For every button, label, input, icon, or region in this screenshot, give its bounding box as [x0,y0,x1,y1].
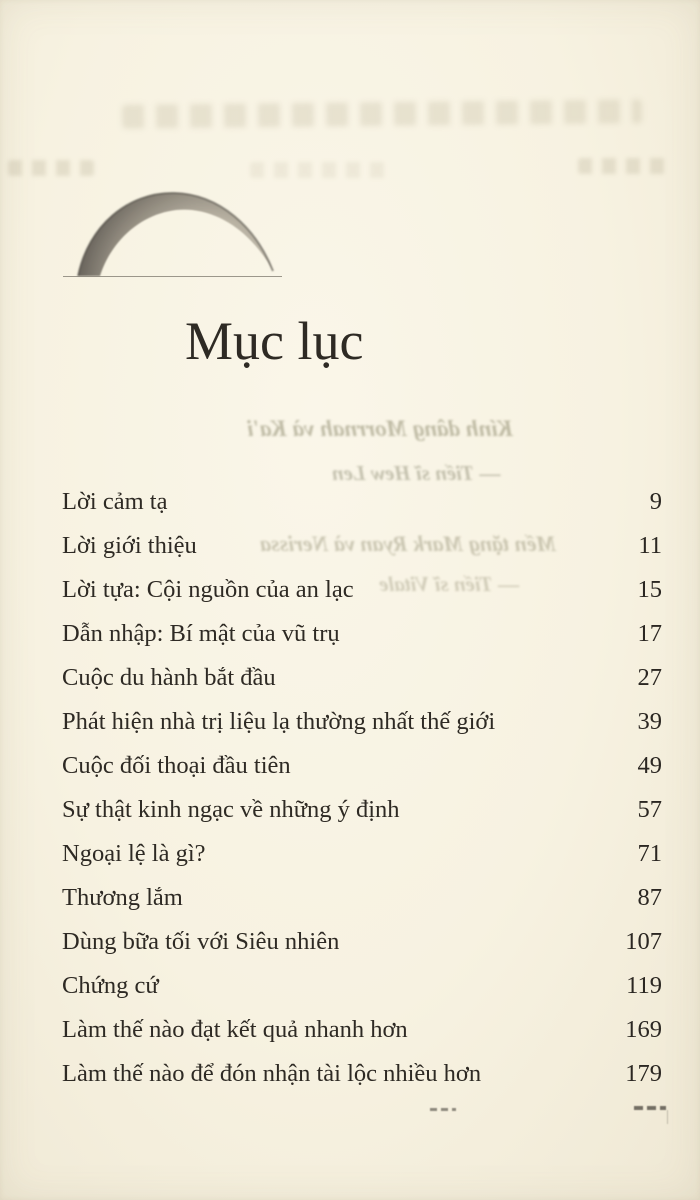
toc-entry-label: Cuộc đối thoại đầu tiên [62,752,291,779]
toc-entry-page: 87 [637,884,662,911]
toc-entry-page: 11 [638,532,662,559]
toc-entry [62,524,662,568]
toc-entry-label: Lời giới thiệu [62,532,197,559]
toc-entry-label: Chứng cứ [62,972,159,999]
bleedthrough-dedication2-line2: — Tiến sĩ Vitale [379,572,519,596]
toc-entry-label: Phát hiện nhà trị liệu lạ thường nhất thế giới [62,708,496,735]
page-title: Mục lục [185,311,364,371]
toc-entry [62,876,662,920]
toc-entry-label: Dùng bữa tối với Siêu nhiên [62,928,340,955]
toc-entry-page: 57 [637,796,662,823]
toc-entry [62,832,662,876]
toc-entry [62,920,662,964]
toc-entry-page: 119 [626,972,662,999]
toc-entry-page: 169 [625,1016,662,1043]
cut-off-text-mark [430,1108,456,1111]
toc-entry-page: 179 [625,1060,662,1087]
toc-entry-label: Sự thật kinh ngạc về những ý định [62,796,400,823]
toc-entry-label: Dẫn nhập: Bí mật của vũ trụ [62,620,340,647]
toc-entry [62,964,662,1008]
toc-entry [62,744,662,788]
cut-off-text-mark [667,1110,668,1124]
toc-entry [62,700,662,744]
bleedthrough-title-ghost [122,99,642,128]
bleedthrough-dedication1-line2: — Tiến sĩ Hew Len [331,461,501,485]
toc-entry-label: Lời cảm tạ [62,488,168,515]
toc-entry [62,656,662,700]
toc-entry-label: Lời tựa: Cội nguồn của an lạc [62,576,354,603]
toc-entry [62,788,662,832]
bleedthrough-dedication1-line1: Kính dâng Morrnah và Ka'i [247,416,513,441]
crescent-arc-icon [60,186,285,282]
bleedthrough-fragment-right [578,158,666,174]
bleedthrough-fragment-left [8,160,94,176]
toc-entry-page: 17 [637,620,662,647]
toc-entry-label: Làm thế nào để đón nhận tài lộc nhiều hơn [62,1060,482,1087]
toc-entry-page: 107 [625,928,662,955]
toc-entry [62,612,662,656]
toc-entry-label: Thương lắm [62,884,183,911]
toc-entry-label: Cuộc du hành bắt đầu [62,664,276,691]
toc-entry-label: Ngoại lệ là gì? [62,840,206,867]
toc-list [62,480,662,1096]
toc-entry [62,480,662,524]
bleedthrough-fragment-middle [250,162,390,178]
toc-entry-page: 15 [637,576,662,603]
toc-entry-page: 27 [637,664,662,691]
cut-off-text-mark [634,1106,666,1110]
toc-entry [62,1008,662,1052]
toc-entry [62,568,662,612]
bleedthrough-dedication2-line1: Mến tặng Mark Ryan và Nerissa [259,531,556,556]
toc-entry-page: 49 [637,752,662,779]
toc-entry-label: Làm thế nào đạt kết quả nhanh hơn [62,1016,408,1043]
toc-entry-page: 9 [649,488,662,515]
toc-entry-page: 39 [637,708,662,735]
toc-entry-page: 71 [637,840,662,867]
toc-entry [62,1052,662,1096]
